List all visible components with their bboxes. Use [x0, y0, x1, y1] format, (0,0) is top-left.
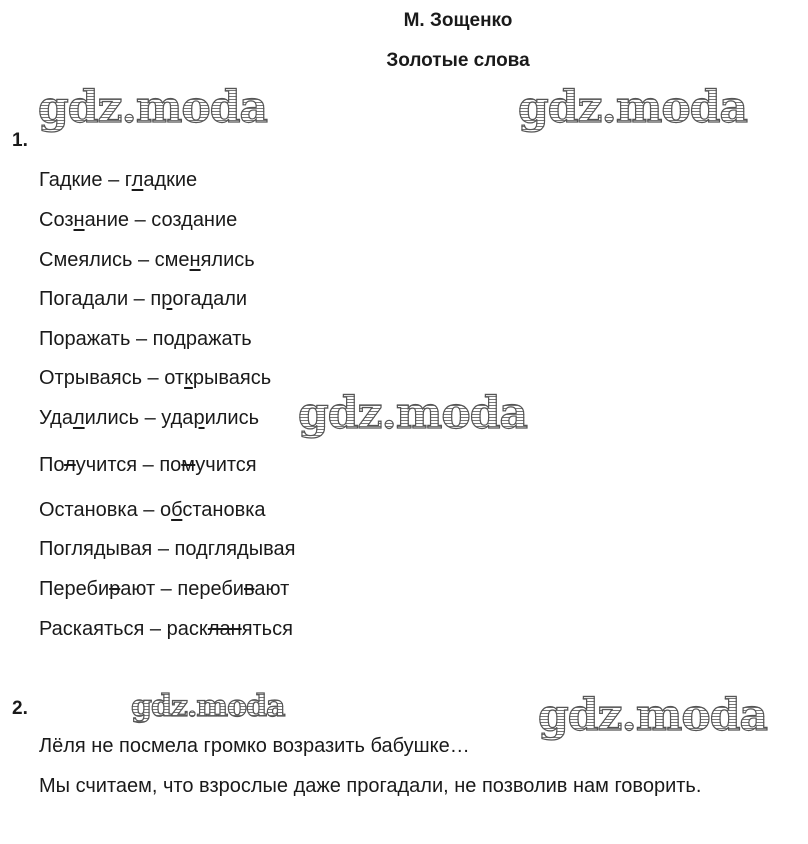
story-title: Золотые слова: [386, 50, 530, 71]
changed-letter: р: [193, 407, 205, 429]
word-right-part: п: [150, 288, 162, 310]
changed-letter: д: [196, 538, 208, 560]
word-left: Смеялись: [39, 249, 133, 271]
word-right-part: ялись: [200, 249, 255, 271]
word-right-part: становка: [182, 499, 266, 521]
word-right-part: от: [164, 367, 185, 389]
author-name: М. Зощенко: [403, 10, 513, 31]
word-left-part: ились: [84, 407, 140, 429]
watermark: gdz.moda: [38, 82, 268, 133]
changed-letter: д: [181, 209, 193, 231]
watermark: gdz.moda: [131, 689, 285, 724]
sentence: Мы считаем, что взрослые даже прогадали, не позволив нам говорить.: [39, 775, 702, 797]
word-left: Остановка: [39, 499, 138, 521]
changed-letter: л: [72, 407, 85, 429]
word-left: Поражать: [39, 328, 131, 350]
task-1-number: 1.: [12, 130, 28, 151]
changed-letter: к: [184, 367, 193, 389]
word-pair: [39, 288, 247, 311]
word-left: Гадкие: [39, 169, 103, 191]
word-left: Отрываясь: [39, 367, 142, 389]
changed-letter: лан: [207, 618, 242, 640]
word-pair: [39, 407, 259, 430]
separator: –: [144, 618, 167, 640]
word-right-part: о: [159, 499, 172, 521]
separator: –: [137, 499, 160, 521]
word-left-part: По: [39, 454, 65, 476]
word-right-part: ают: [254, 578, 290, 600]
separator: –: [130, 328, 153, 350]
changed-letter: л: [64, 454, 76, 476]
word-left-part: ание: [84, 209, 130, 231]
word-pair: [39, 578, 289, 601]
word-left: Раскаяться: [39, 618, 145, 640]
word-right-part: переби: [177, 578, 244, 600]
word-pair: [39, 169, 197, 192]
word-left-part: Соз: [39, 209, 74, 231]
sentence: Лёля не посмела громко возразить бабушке…: [39, 735, 470, 757]
word-pair: [39, 499, 266, 522]
word-pair: [39, 328, 252, 351]
changed-letter: н: [73, 209, 85, 231]
changed-letter: б: [171, 499, 183, 521]
separator: –: [137, 454, 160, 476]
word-pair: [39, 367, 271, 390]
word-right-part: рываясь: [192, 367, 272, 389]
word-right-part: адкие: [143, 169, 198, 191]
word-right-part: ание: [192, 209, 238, 231]
word-left: Поглядывая: [39, 538, 153, 560]
word-left-part: Уда: [39, 407, 73, 429]
changed-letter: м: [181, 454, 196, 476]
changed-letter: д: [174, 328, 186, 350]
word-right-part: сме: [154, 249, 190, 271]
word-pair: [39, 249, 255, 272]
separator: –: [102, 169, 125, 191]
changed-letter: л: [131, 169, 144, 191]
word-pair: [39, 618, 293, 641]
task-2-number: 2.: [12, 698, 28, 719]
word-right-part: раск: [166, 618, 208, 640]
watermark: gdz.moda: [298, 388, 528, 439]
word-right-part: г: [124, 169, 132, 191]
word-right-part: глядывая: [207, 538, 296, 560]
word-right-part: по: [159, 454, 182, 476]
word-right-part: соз: [151, 209, 182, 231]
watermark: gdz.moda: [518, 82, 748, 133]
changed-letter: р: [109, 578, 121, 600]
word-left-part: учится: [75, 454, 138, 476]
separator: –: [142, 367, 165, 389]
word-right-part: огадали: [172, 288, 248, 310]
word-right-part: по: [152, 328, 175, 350]
word-left-part: ают: [120, 578, 156, 600]
separator: –: [152, 538, 175, 560]
word-right-part: яться: [241, 618, 293, 640]
word-right-part: ражать: [185, 328, 252, 350]
word-right-part: учится: [195, 454, 257, 476]
separator: –: [139, 407, 162, 429]
word-pair: [39, 454, 257, 477]
separator: –: [129, 209, 152, 231]
word-left: Погадали: [39, 288, 129, 310]
changed-letter: в: [243, 578, 255, 600]
separator: –: [155, 578, 178, 600]
word-right-part: уда: [161, 407, 194, 429]
changed-letter: р: [161, 288, 173, 310]
word-right-part: ились: [204, 407, 259, 429]
separator: –: [132, 249, 155, 271]
word-right-part: по: [174, 538, 197, 560]
separator: –: [128, 288, 151, 310]
word-pair: [39, 209, 237, 232]
word-left-part: Переби: [39, 578, 110, 600]
watermark: gdz.moda: [538, 690, 768, 741]
changed-letter: н: [189, 249, 201, 271]
word-pair: [39, 538, 295, 561]
